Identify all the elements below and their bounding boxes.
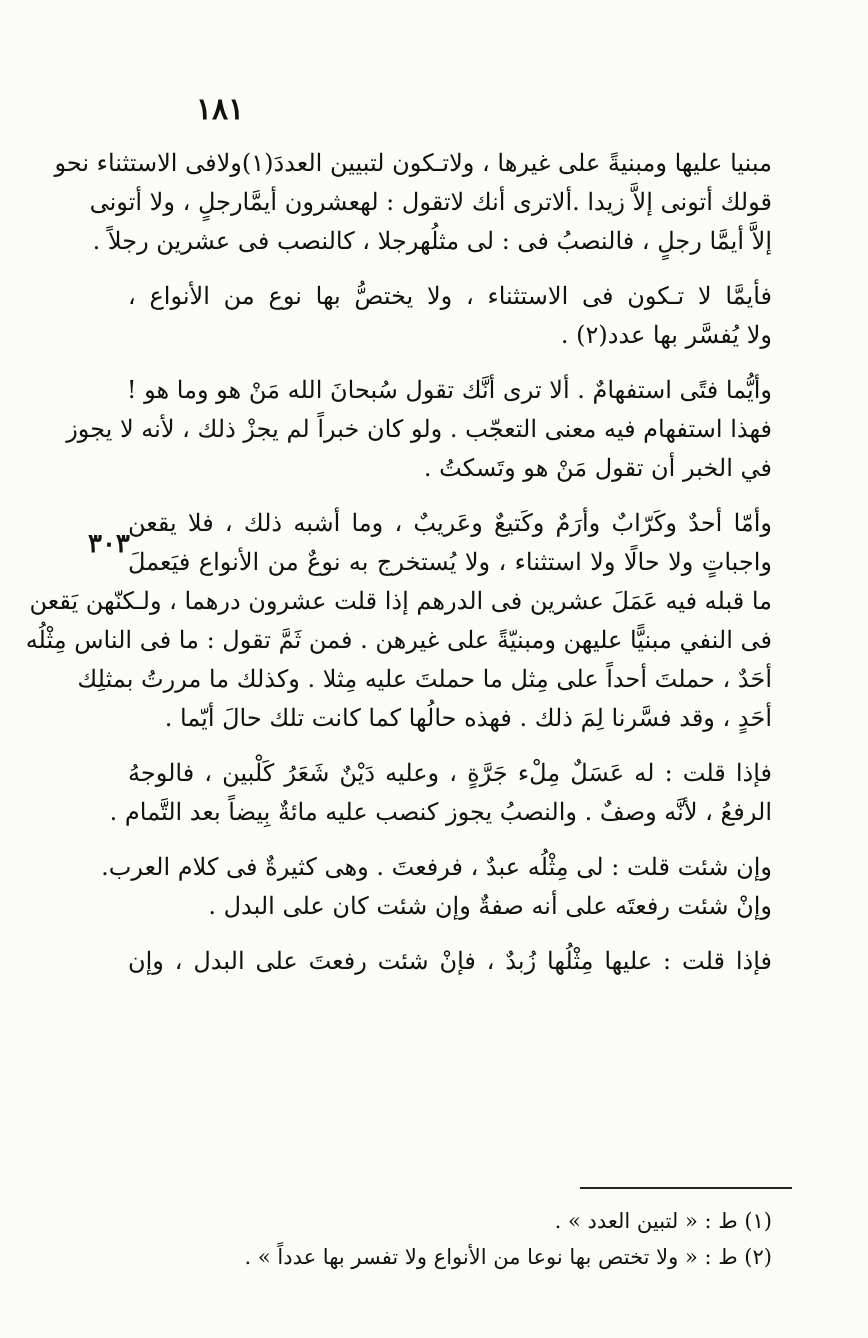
footnote-2: (٢) ط : « ولا تختص بها نوعا من الأنواع ولا تفسر بها عدداً » . (244, 1245, 772, 1269)
text-line: الرفعُ ، لأنَّه وصفٌ . والنصبُ يجوز كنصب عليه مائةٌ بِيضاً بعد التَّمام . (109, 798, 772, 826)
paragraph (54, 148, 772, 265)
text-line: وأمّا أحدٌ وكَرّابٌ وأرَمٌ وكَتيعٌ وعَريبٌ ، وما أشبه ذلك ، فلا يقعن (128, 509, 772, 537)
paragraph (109, 758, 772, 836)
text-line: ما قبله فيه عَمَلَ عشرين فى الدرهم إذا قلت عشرون درهما ، ولـكنّهن يَقعن (29, 587, 772, 615)
text-line: فأيمَّا لا تـكون فى الاستثناء ، ولا يختصُّ بها نوع من الأنواع ، (128, 282, 772, 310)
text-line: وإنْ شئت رفعتَه على أنه صفةٌ وإن شئت كان على البدل . (208, 892, 772, 920)
text-line: فى النفي مبنيًّا عليهن ومبنيّةً على غيرهن . فمن ثَمَّ تقول : ما فى الناس مِثْلُه (25, 626, 772, 654)
text-line: إلاَّ أيمَّا رجلٍ ، فالنصبُ فى : لى مثلُهرجلا ، كالنصب فى عشرين رجلاً . (92, 227, 772, 255)
text-line: فهذا استفهام فيه معنى التعجّب . ولو كان خبراً لم يجزْ ذلك ، لأنه لا يجوز (66, 415, 772, 443)
text-line: مبنيا عليها ومبنيةً على غيرها ، ولاتـكون لتبيين العددَ(١)ولافى الاستثناء نحو (54, 149, 772, 177)
paragraph (66, 375, 772, 492)
text-line: فإذا قلت : له عَسَلٌ مِلْء جَرَّةٍ ، وعليه دَيْنٌ شَعَرُ كَلْبين ، فالوجهُ (128, 759, 772, 787)
text-line: وأيُّما فتًى استفهامٌ . ألا ترى أنَّك تقول سُبحانَ الله مَنْ هو وما هو ! (126, 376, 772, 404)
paragraph (128, 281, 772, 359)
text-line: واجباتٍ ولا حالًا ولا استثناء ، ولا يُستخرج به نوعٌ من الأنواع فيَعملَ (128, 548, 772, 576)
text-line: أحَدٌ ، حملتَ أحداً على مِثل ما حملتَ عليه مِثلا . وكذلك ما مررتُ بمثلِك (77, 665, 772, 693)
text-line: في الخبر أن تقول مَنْ هو وتَسكتُ . (423, 454, 772, 482)
text-line: قولك أتونى إلاَّ زيدا .ألاترى أنك لاتقول : لهعشرون أيمَّارجلٍ ، ولا أتونى (89, 188, 772, 216)
footnote-1: (١) ط : « لتبين العدد » . (554, 1209, 772, 1233)
text-line: ولا يُفسَّر بها عدد(٢) . (560, 321, 772, 349)
footnote-divider (580, 1187, 792, 1189)
text-line: وإن شئت قلت : لى مِثْلُه عبدٌ ، فرفعتَ . وهى كثيرةٌ فى كلام العرب. (101, 853, 772, 881)
text-line: فإذا قلت : عليها مِثْلُها زُبدٌ ، فإنْ شئت رفعتَ على البدل ، وإن (128, 947, 772, 975)
page-number: ١٨١ (195, 92, 245, 127)
text-line: أحَدٍ ، وقد فسَّرنا لِمَ ذلك . فهذه حالُها كما كانت تلك حالَ أيّما . (164, 704, 772, 732)
footnotes (140, 1203, 772, 1275)
margin-page-reference: ٣٠٣ (88, 529, 130, 559)
paragraph (128, 946, 772, 985)
paragraph (101, 852, 772, 930)
